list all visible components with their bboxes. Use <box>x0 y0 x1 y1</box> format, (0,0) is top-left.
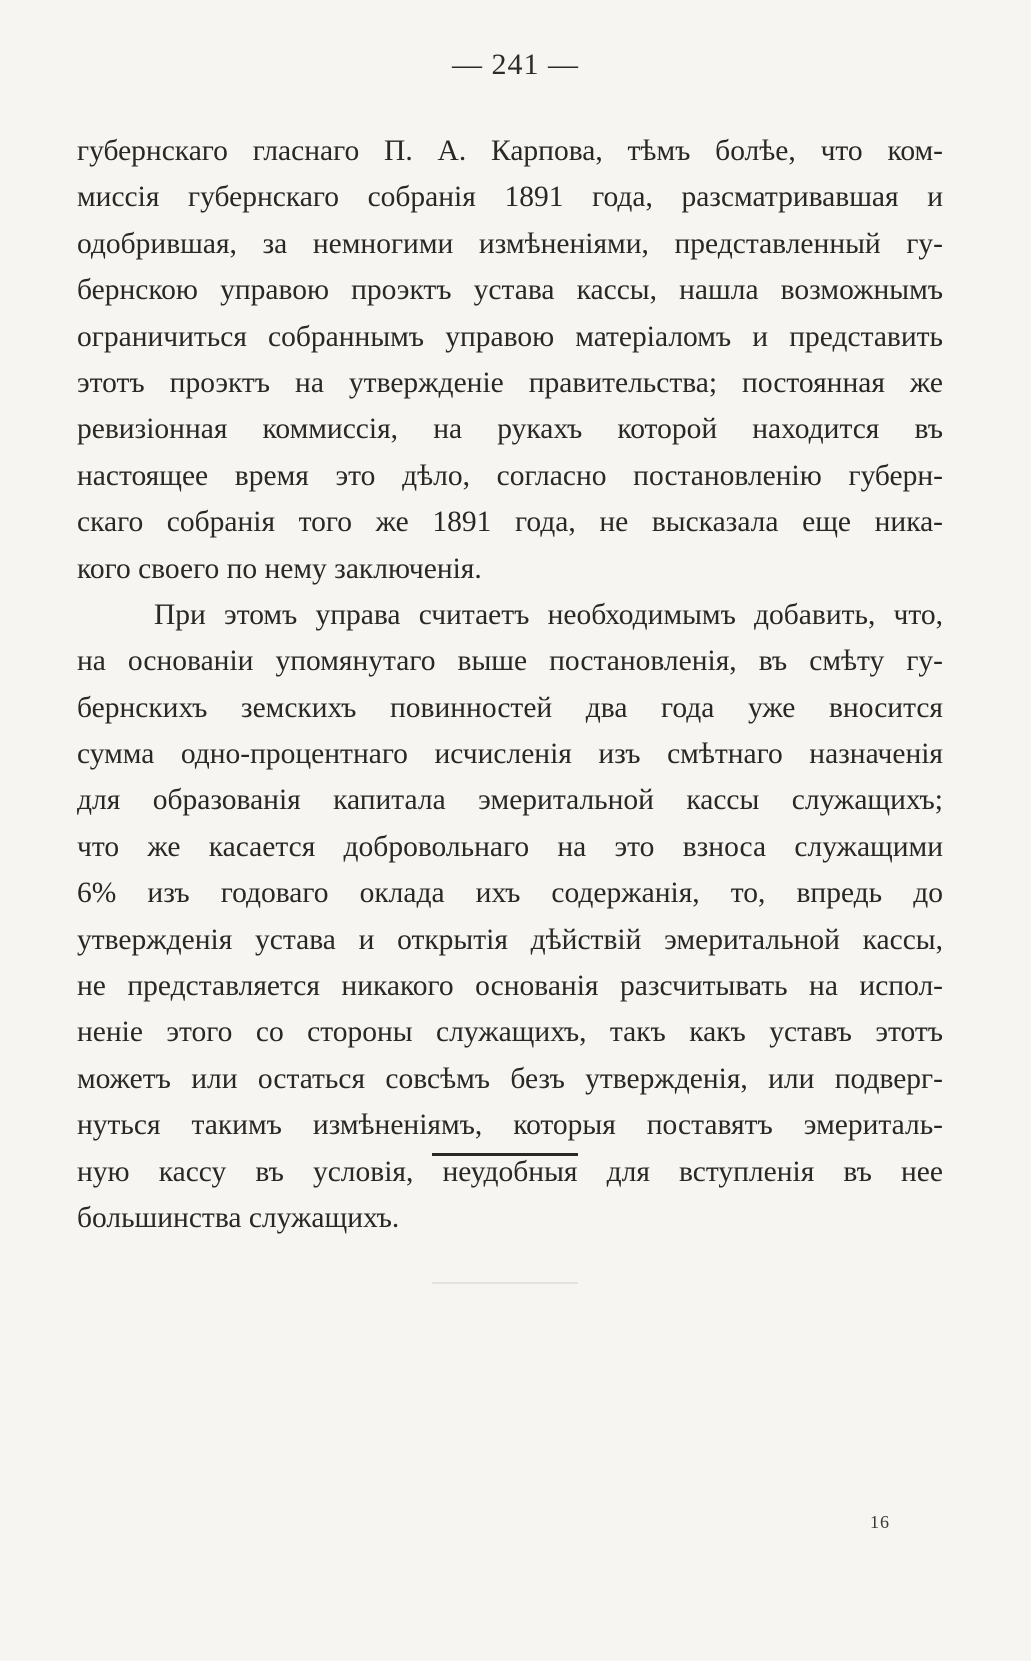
text-line: 6% изъ годоваго оклада ихъ содержанія, то, впредь до <box>77 877 943 910</box>
text-line: настоящее время это дѣло, согласно постановленію губерн- <box>77 459 943 492</box>
text-line: этотъ проэктъ на утвержденіе правительства; постоянная же <box>77 366 943 399</box>
text-line: губернскаго гласнаго П. А. Карпова, тѣмъ болѣе, что ком- <box>77 135 943 167</box>
signature-mark: 16 <box>870 1512 890 1532</box>
text-line: неніе этого со стороны служащихъ, такъ какъ уставъ этотъ <box>77 1016 943 1049</box>
text-line: нуться такимъ измѣненіямъ, которыя поставятъ эмериталь- <box>77 1109 943 1142</box>
text-line: кого своего по нему заключенія. <box>77 552 482 585</box>
text-line: большинства служащихъ. <box>77 1201 400 1234</box>
section-divider <box>432 1153 578 1156</box>
text-line: скаго собранія того же 1891 года, не высказала еще ника- <box>77 506 943 539</box>
text-line: При этомъ управа считаетъ необходимымъ добавить, что, <box>154 598 943 631</box>
text-line: ограничиться собраннымъ управою матеріаломъ и представить <box>77 320 943 353</box>
text-line: одобрившая, за немногими измѣненіями, представленный гу- <box>77 227 943 260</box>
paragraph-2 <box>77 592 943 1241</box>
text-line: для образованія капитала эмеритальной кассы служащихъ; <box>77 784 943 817</box>
text-line: утвержденія устава и открытія дѣйствій эмеритальной кассы, <box>77 923 943 956</box>
text-line: сумма одно-процентнаго исчисленія изъ смѣтнаго назначенія <box>77 738 943 771</box>
faint-rule <box>432 1282 578 1284</box>
text-line: бернскихъ земскихъ повинностей два года уже вносится <box>77 691 943 724</box>
page-number: — 241 — <box>452 48 579 81</box>
text-line: ную кассу въ условія, неудобныя для вступленія въ нее <box>77 1155 943 1188</box>
text-line: бернскою управою проэктъ устава кассы, нашла возможнымъ <box>77 274 943 307</box>
paragraph-1 <box>77 128 943 592</box>
text-line: не представляется никакого основанія разсчитывать на испол- <box>77 970 943 1003</box>
text-line: миссія губернскаго собранія 1891 года, разсматривавшая и <box>77 181 943 214</box>
body-text <box>77 128 943 1241</box>
text-line: можетъ или остаться совсѣмъ безъ утвержденія, или подверг- <box>77 1062 943 1095</box>
text-line: на основаніи упомянутаго выше постановленія, въ смѣту гу- <box>77 645 943 678</box>
text-line: что же касается добровольнаго на это взноса служащими <box>77 830 943 863</box>
text-line: ревизіонная коммиссія, на рукахъ которой находится въ <box>77 413 943 446</box>
